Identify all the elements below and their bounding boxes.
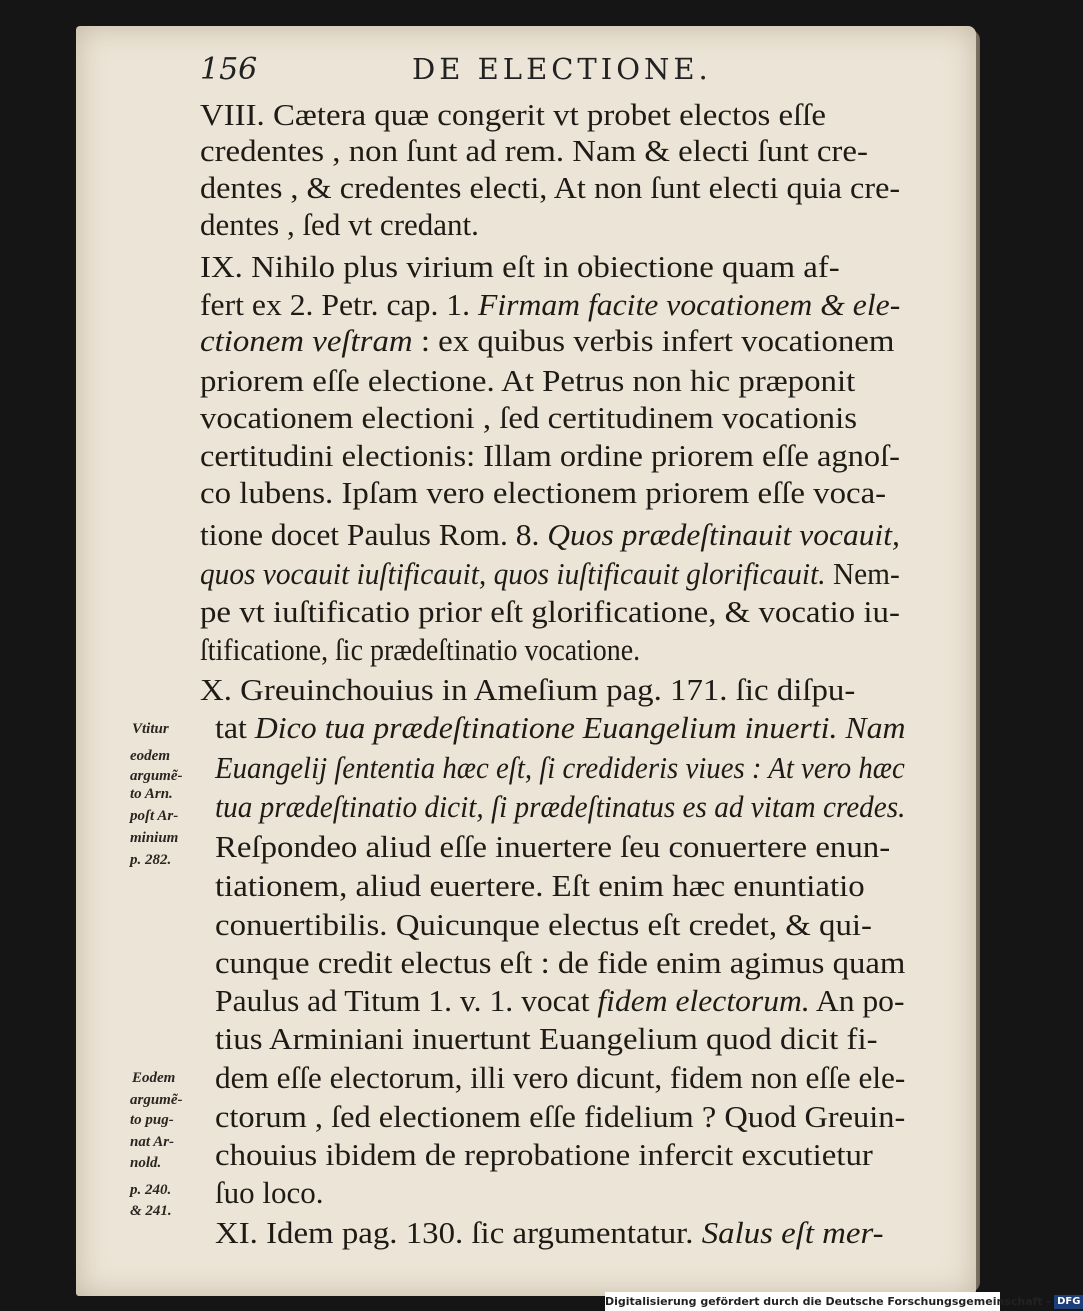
roman-text: ſtificatione, ſic prædeſtinatio vocatione. [200,632,641,667]
roman-text: credentes , non ſunt ad rem. Nam & electi ſunt cre- [200,133,868,168]
text-line [215,829,890,865]
italic-text: tua prædeſtinatio dicit, ſi prædeſtinatus es ad vitam credes. [215,789,906,824]
text-line [200,517,900,553]
text-line [215,1060,905,1096]
text-line [200,97,826,133]
text-line [200,475,886,511]
text-line [215,983,905,1019]
marginal-note-line: argumẽ- [130,1092,183,1108]
funding-notice: Digitalisierung gefördert durch die Deutsche Forschungsgemeinschaft - [605,1295,1052,1308]
text-line [215,750,905,786]
marginal-note-line: argumẽ- [130,768,183,784]
roman-text: pe vt iuſtificatio prior eſt glorificatione, & vocatio iu- [200,594,900,629]
italic-text: Firmam facite vocationem & ele- [477,287,901,322]
digitization-footer [605,1292,1081,1311]
italic-text: Salus eſt mer- [701,1215,884,1250]
text-line [215,1175,324,1211]
page-number: 156 [200,52,258,87]
roman-text: tione docet Paulus Rom. 8. [200,517,548,552]
roman-text: ſuo loco. [215,1175,324,1210]
marginal-note-line: nold. [130,1155,162,1171]
text-line [215,789,905,825]
roman-text: IX. Nihilo plus virium eſt in obiectione quam af- [200,249,840,284]
roman-text: dentes , ſed vt credant. [200,207,479,242]
text-line [200,363,855,399]
roman-text: ctorum , ſed electionem eſſe fidelium ? Quod Greuin- [215,1099,906,1134]
roman-text: fert ex 2. Petr. cap. 1. [200,287,478,322]
roman-text: tiationem, aliud euertere. Eſt enim hæc enuntiatio [215,868,865,903]
text-line [200,287,900,323]
roman-text: : ex quibus verbis infert vocationem [412,323,895,358]
text-line [200,400,857,436]
text-line [215,1215,884,1251]
text-line [200,207,479,243]
text-line [200,632,640,668]
roman-text: priorem eſſe electione. At Petrus non hic præponit [200,363,856,398]
text-line [215,1021,878,1057]
roman-text: co lubens. Ipſam vero electionem priorem eſſe voca- [200,475,887,510]
text-line [215,1099,905,1135]
dfg-logo: DFG [1054,1295,1083,1309]
text-line [200,594,900,630]
roman-text: tius Arminiani inuertunt Euangelium quod dicit fi- [215,1021,878,1056]
roman-text: XI. Idem pag. 130. ſic argumentatur. [215,1215,702,1250]
marginal-note-line: p. 282. [130,852,172,868]
italic-text: Quos prædeſtinauit vocauit, [547,517,900,552]
roman-text: dentes , & credentes electi, At non ſunt electi quia cre- [200,170,901,205]
text-line [215,1137,873,1173]
text-line [200,249,840,285]
marginal-note-line: to Arn. [130,786,173,802]
roman-text: vocationem electioni , ſed certitudinem vocationis [200,400,858,435]
text-line [215,907,872,943]
text-line [200,672,855,708]
roman-text: Paulus ad Titum 1. v. 1. vocat [215,983,598,1018]
roman-text: Reſpondeo aliud eſſe inuertere ſeu conuertere enun- [215,829,891,864]
roman-text: conuertibilis. Quicunque electus eſt credet, & qui- [215,907,873,942]
italic-text: fidem electorum. [597,983,810,1018]
text-line [215,945,905,981]
text-line [200,170,900,206]
page-header [200,52,920,92]
marginal-note-line: & 241. [130,1203,172,1219]
marginal-note-line: poſt Ar- [130,808,179,824]
running-title: DE ELECTIONE. [412,52,712,86]
marginal-note-line: minium [130,830,179,846]
roman-text: VIII. Cætera quæ congerit vt probet electos eſſe [200,97,826,132]
marginal-note-line: Eodem [132,1070,176,1086]
roman-text: X. Greuinchouius in Ameſium pag. 171. ſic diſpu- [200,672,856,707]
text-line [200,556,900,592]
roman-text: cunque credit electus eſt : de fide enim agimus quam [215,945,906,980]
text-line [215,710,905,746]
marginal-note-line: eodem [130,748,170,764]
text-line [200,133,868,169]
text-line [215,868,865,904]
italic-text: Dico tua prædeſtinatione Euangelium inuerti. Nam [254,710,906,745]
roman-text: chouius ibidem de reprobatione infercit excutietur [215,1137,873,1172]
marginal-note-line: to pug- [130,1112,174,1128]
roman-text: certitudini electionis: Illam ordine priorem eſſe agnoſ- [200,438,900,473]
italic-text: ctionem veſtram [200,323,413,358]
roman-text: An po- [809,983,905,1018]
marginal-note-line: nat Ar- [130,1134,175,1150]
italic-text: Euangelij ſententia hæc eſt, ſi credideris viues : At vero hæc [215,750,905,785]
roman-text: tat [215,710,255,745]
marginal-note-line: p. 240. [130,1182,172,1198]
roman-text: Nem- [825,556,900,591]
roman-text: dem eſſe electorum, illi vero dicunt, fidem non eſſe ele- [215,1060,906,1095]
marginal-note-line: Vtitur [132,721,169,737]
text-line [200,438,900,474]
text-line [200,323,894,359]
italic-text: quos vocauit iuſtificauit, quos iuſtificauit glorificauit. [200,556,826,591]
